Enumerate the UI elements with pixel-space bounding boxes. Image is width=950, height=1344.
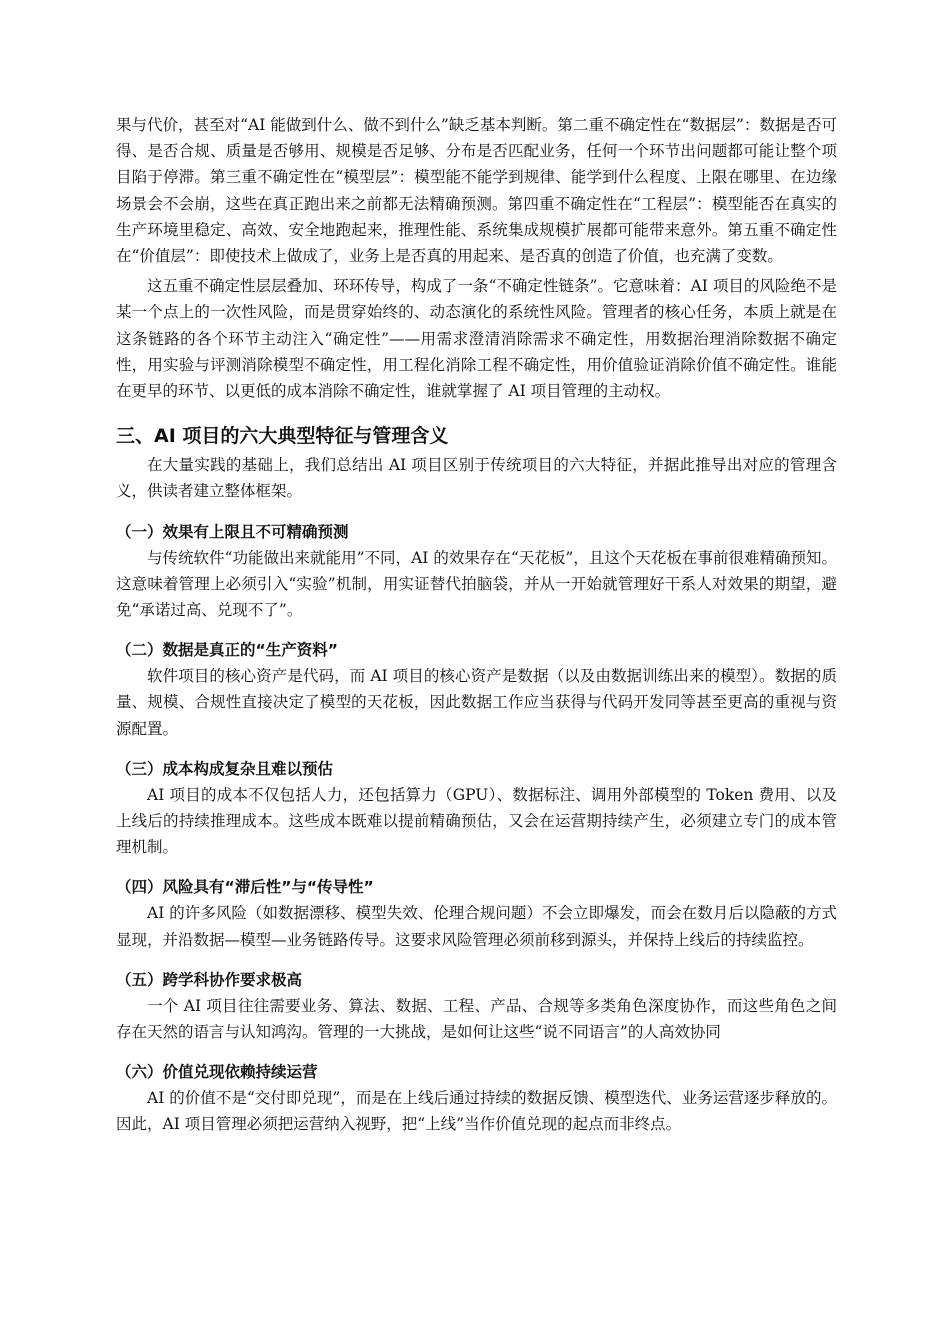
feature-body: 软件项目的核心资产是代码，而 AI 项目的核心资产是数据（以及由数据训练出来的模型）。数据的质量、规模、合规性直接决定了模型的天花板，因此数据工作应当获得与代码开发同等甚至更高的重视与资源配置。 bbox=[116, 667, 837, 738]
feature-item-1 bbox=[116, 519, 837, 624]
feature-title: （六）价值兑现依赖持续运营 bbox=[116, 1063, 318, 1082]
intro-paragraph-1: 果与代价，甚至对“AI 能做到什么、做不到什么”缺乏基本判断。第二重不确定性在“数据层”：数据是否可得、是否合规、质量是否够用、规模是否足够、分布是否匹配业务，任何一个环节出问题都可能让整个项目陷于停滞。第三重不确定性在“模型层”：模型能不能学到规律、能学到什么程度、上限在哪里、在边缘场景会不会崩，这些在真正跑出来之前都无法精确预测。第四重不确定性在“工程层”：模型能否在真实的生产环境里稳定、高效、安全地跑起来，推理性能、系统集成规模扩展都可能带来意外。第五重不确定性在“价值层”：即使技术上做成了，业务上是否真的用起来、是否真的创造了价值，也充满了变数。 bbox=[116, 116, 837, 266]
feature-title: （三）成本构成复杂且难以预估 bbox=[116, 759, 334, 778]
feature-title: （四）风险具有“滞后性”与“传导性” bbox=[116, 878, 374, 897]
feature-body: AI 的许多风险（如数据漂移、模型失效、伦理合规问题）不会立即爆发，而会在数月后以隐蔽的方式显现，并沿数据—模型—业务链路传导。这要求风险管理必须前移到源头，并保持上线后的持续监控。 bbox=[116, 904, 837, 949]
feature-body: AI 的价值不是“交付即兑现”，而是在上线后通过持续的数据反馈、模型迭代、业务运营逐步释放的。因此，AI 项目管理必须把运营纳入视野，把“上线”当作价值兑现的起点而非终点。 bbox=[116, 1089, 837, 1134]
feature-item-5 bbox=[116, 967, 837, 1045]
feature-title: （五）跨学科协作要求极高 bbox=[116, 970, 303, 989]
intro-paragraph-2: 这五重不确定性层层叠加、环环传导，构成了一条“不确定性链条”。它意味着：AI 项目的风险绝不是某一个点上的一次性风险，而是贯穿始终的、动态演化的系统性风险。管理者的核心任务，本质上就是在这条链路的各个环节主动注入“确定性”——用需求澄清消除需求不确定性，用数据治理消除数据不确定性，用实验与评测消除模型不确定性，用工程化消除工程不确定性，用价值验证消除价值不确定性。谁能在更早的环节、以更低的成本消除不确定性，谁就掌握了 AI 项目管理的主动权。 bbox=[116, 277, 837, 401]
feature-title: （一）效果有上限且不可精确预测 bbox=[116, 522, 349, 541]
feature-item-2 bbox=[116, 637, 837, 742]
page-content bbox=[116, 112, 837, 1138]
feature-title: （二）数据是真正的“生产资料” bbox=[116, 641, 338, 660]
feature-body: 与传统软件“功能做出来就能用”不同，AI 的效果存在“天花板”，且这个天花板在事前很难精确预知。这意味着管理上必须引入“实验”机制，用实证替代拍脑袋，并从一开始就管理好干系人对效果的期望，避免“承诺过高、兑现不了”。 bbox=[116, 548, 837, 620]
section-intro-paragraph: 在大量实践的基础上，我们总结出 AI 项目区别于传统项目的六大特征，并据此推导出对应的管理含义，供读者建立整体框架。 bbox=[116, 456, 837, 501]
feature-item-3 bbox=[116, 756, 837, 861]
feature-item-6 bbox=[116, 1059, 837, 1137]
feature-item-4 bbox=[116, 874, 837, 952]
feature-body: 一个 AI 项目往往需要业务、算法、数据、工程、产品、合规等多类角色深度协作，而这些角色之间存在天然的语言与认知鸿沟。管理的一大挑战，是如何让这些“说不同语言”的人高效协同 bbox=[116, 996, 837, 1042]
section-heading: 三、AI 项目的六大典型特征与管理含义 bbox=[116, 425, 449, 448]
feature-body: AI 项目的成本不仅包括人力，还包括算力（GPU）、数据标注、调用外部模型的 Token 费用、以及上线后的持续推理成本。这些成本既难以提前精确预估，又会在运营期持续产生，必须建立专门的成本管理机制。 bbox=[116, 785, 837, 857]
